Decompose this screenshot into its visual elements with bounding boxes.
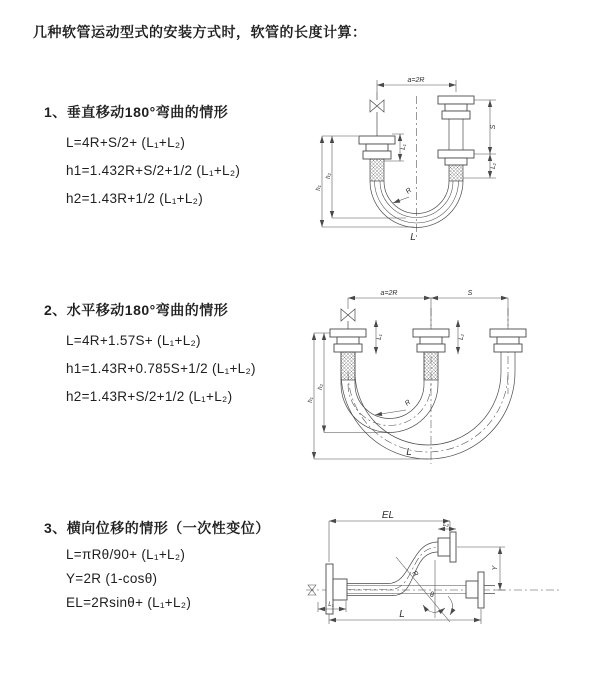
- braided-hose-section: [449, 165, 463, 181]
- formula-Y: Y=2R (1-cosθ): [66, 571, 158, 586]
- flange-middle: [413, 329, 449, 384]
- dim-label-h1: h₁: [315, 185, 322, 191]
- valve-icon: [341, 309, 355, 329]
- flange-right-upper: [438, 96, 474, 150]
- dim-label-el: EL: [381, 510, 395, 521]
- dimension-lines: [307, 290, 508, 459]
- section-vertical-movement: [44, 102, 240, 206]
- diagram-horizontal-180-bend: [306, 284, 590, 470]
- dim-label-a2r: a=2R: [380, 290, 398, 297]
- dim-label-radius: R: [404, 186, 414, 196]
- formula-L: L=4R+1.57S+ (L₁+L₂): [66, 333, 201, 348]
- section-lateral-displacement: [44, 518, 270, 610]
- dim-label-l2: L₂: [490, 163, 497, 169]
- dim-label-radius: R: [410, 569, 420, 579]
- braided-hose-section: [370, 159, 384, 181]
- dim-label-theta: θ: [430, 592, 434, 599]
- flange-right-lower: [438, 150, 474, 181]
- dim-label-l1: L₁: [328, 601, 334, 608]
- dim-label-y: Y: [492, 565, 499, 571]
- section-2-heading: 2、水平移动180°弯曲的情形: [44, 302, 229, 318]
- formula-h2: h2=1.43R+1/2 (L₁+L₂): [66, 191, 204, 206]
- dim-label-h2: h₂: [317, 384, 324, 390]
- diagram-vertical-180-bend: [314, 66, 586, 258]
- flange-upper-right: [438, 532, 456, 562]
- dim-label-length: L: [406, 447, 412, 458]
- formula-L: L=4R+S/2+ (L₁+L₂): [66, 135, 186, 150]
- formula-h1: h1=1.43R+0.785S+1/2 (L₁+L₂): [66, 361, 256, 376]
- formula-h1: h1=1.432R+S/2+1/2 (L₁+L₂): [66, 163, 241, 178]
- section-3-heading: 3、横向位移的情形（一次性变位）: [44, 520, 270, 536]
- diagram-lateral-displacement: [298, 502, 598, 674]
- u-hose-displaced-position: [341, 372, 515, 459]
- valve-icon: [370, 92, 384, 136]
- dim-label-a2r: a=2R: [407, 77, 425, 84]
- dim-label-length: L: [410, 232, 416, 243]
- formula-EL: EL=2Rsinθ+ (L₁+L₂): [66, 595, 192, 610]
- dim-label-length: L: [399, 609, 405, 620]
- section-1-heading: 1、垂直移动180°弯曲的情形: [44, 104, 229, 120]
- dim-label-s: S: [467, 290, 473, 297]
- dim-label-l1: L₁: [400, 144, 407, 150]
- u-hose-initial-position: [341, 384, 438, 433]
- section-horizontal-movement: [44, 300, 256, 404]
- braided-hose-section: [424, 352, 438, 380]
- dim-label-s: S: [490, 124, 497, 130]
- flange-lower-right: [466, 572, 495, 608]
- dim-label-h1: h₁: [307, 397, 314, 403]
- flange-left: [359, 136, 395, 181]
- dim-label-h2: h₂: [325, 173, 332, 179]
- dim-label-l2: L₂: [458, 334, 465, 340]
- dim-label-radius: R: [403, 398, 413, 408]
- formula-h2: h2=1.43R+S/2+1/2 (L₁+L₂): [66, 389, 233, 404]
- dim-label-l1: L₁: [376, 334, 383, 340]
- page-title: 几种软管运动型式的安装方式时，软管的长度计算：: [33, 24, 367, 40]
- formula-L: L=πRθ/90+ (L₁+L₂): [66, 547, 186, 562]
- flange-right: [490, 329, 526, 372]
- dimension-lines: [318, 510, 505, 624]
- s-curve-hose-displaced: [347, 542, 438, 596]
- dim-label-l2: L₂: [443, 521, 449, 528]
